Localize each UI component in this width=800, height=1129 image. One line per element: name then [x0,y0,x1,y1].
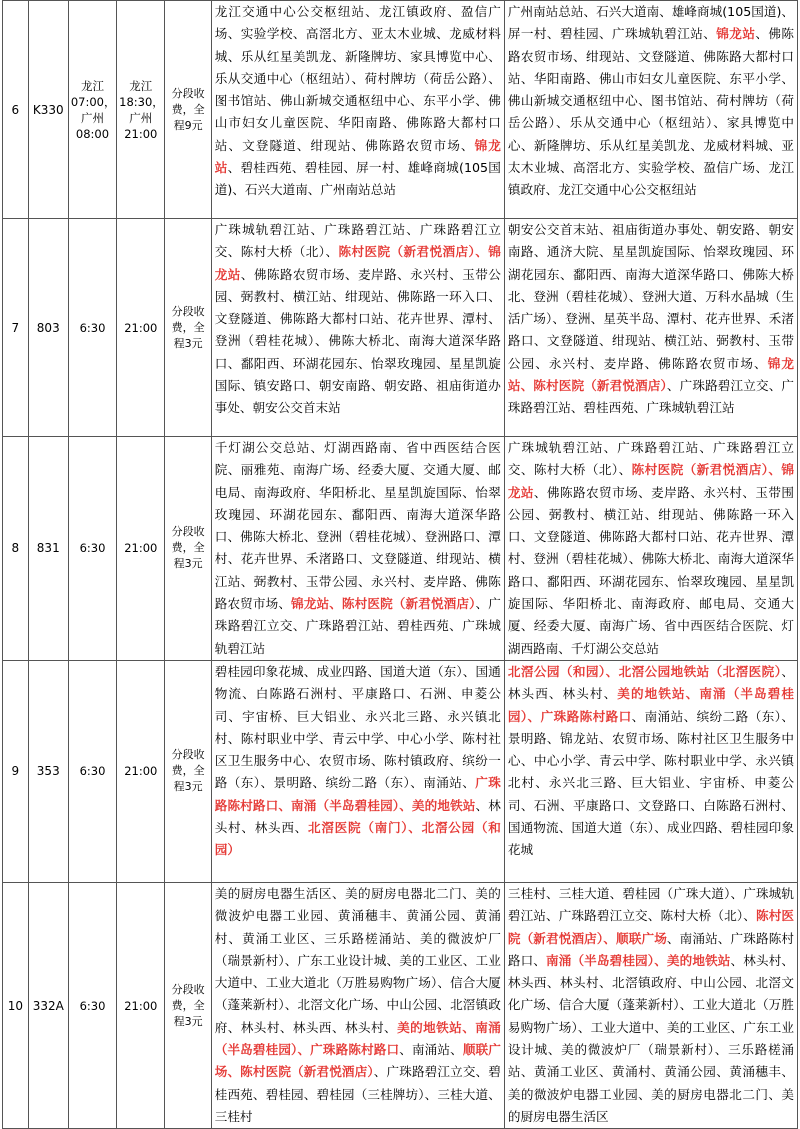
line-number: 831 [28,437,68,661]
line-number: 332A [28,882,68,1128]
first-bus-time: 龙江07:00，广州08:00 [68,1,116,219]
route-stops: 、南涌站、 [399,1042,463,1058]
route-stops: 、南涌站、广珠路陈村路口、 [507,930,795,968]
last-bus-time: 21:00 [117,437,165,661]
route-stops: 、佛陈路农贸市场、麦岸路、永兴村、玉带围公园、弼教村、横江站、绀现站、佛陈路一环入口、文登隧道、佛陈路大都村口站、花卉世界、潭村、登洲（碧桂花城）、佛陈大桥北、南海大道深华路口、鄱阳西、环湖花园东、怡翠玫瑰园、星星凯旋国际、华阳桥北、南海政府、邮电局、交通大厦、经委大厦、南海广场、省中西医结合医院、灯湖西路南、千灯湖公交总站 [507,484,795,656]
first-bus-time: 6:30 [68,882,116,1128]
inbound-route [504,660,797,882]
route-stops: 广珠城轨碧江站、广珠路碧江站、广珠路碧江立交、陈村大桥（北）、 [507,440,794,478]
last-bus-time: 21:00 [117,660,165,882]
route-stops: 、林头村、林头西、林头村、北滘镇政府、中山公园、北滘文化广场、信合大厦（蓬莱新村）、工业大道北（万胜易购物广场）、工业大道中、美的工业区、广东工业设计城、美的微波炉厂（瑞景新村）、三乐路槎涌站、黄涌工业区、黄涌村、黄涌公园、黄涌穗丰、美的微波炉电器工业园、美的厨房电器北二门、美的厨房电器生活区 [507,952,795,1124]
highlighted-stops: 北滘医院（南门）、北滘公园（和园） [214,820,501,858]
highlighted-stops: 广珠路陈村路口、南涌（半岛碧桂园）、美的地铁站 [214,775,501,813]
highlighted-stops: 美的地铁站、南涌（半岛碧桂园）、广珠路陈村路口 [214,1019,501,1058]
highlighted-stops: 南涌（半岛碧桂园）、美的地铁站 [546,952,731,968]
line-number: 353 [28,660,68,882]
first-bus-time: 6:30 [68,660,116,882]
first-bus-time: 6:30 [68,219,116,437]
route-stops: 广珠城轨碧江站、广珠路碧江站、广珠路碧江立交、陈村大桥（北）、 [214,222,501,260]
last-bus-time: 龙江18:30，广州21:00 [117,1,165,219]
line-number: K330 [28,1,68,219]
table-row [3,219,798,437]
route-stops: 、林头村、林头西、 [214,797,501,836]
row-number: 6 [3,1,29,219]
line-number: 803 [28,219,68,437]
outbound-route [211,219,504,437]
inbound-route [504,1,797,219]
inbound-route [504,882,797,1128]
route-stops: 、佛陈路农贸市场、麦岸路、永兴村、玉带公园、弼教村、横江站、绀现站、佛陈路一环入口、文登隧道、佛陈路大都村口站、花卉世界、潭村、登洲（碧桂花城）、佛陈大桥北、南海大道深华路口、鄱阳西、环湖花园东、怡翠玫瑰园、星星凯旋国际、镇安路口、朝安南路、朝安路、祖庙街道办事处、朝安公交首末站 [214,266,501,416]
last-bus-time: 21:00 [117,219,165,437]
highlighted-stops: 锦龙站 [214,137,501,176]
highlighted-stops: 锦龙站 [716,26,756,42]
last-bus-time: 21:00 [117,882,165,1128]
row-number: 8 [3,437,29,661]
route-stops: 朝安公交首末站、祖庙街道办事处、朝安路、朝安南路、通济大院、星星凯旋国际、怡翠玫瑰园、环湖花园东、鄱阳西、南海大道深华路口、佛陈大桥北、登洲（碧桂花城）、登洲大道、万科水晶城（生活广场）、登洲、星英半岛、潭村、花卉世界、禾渚路口、文登隧道、绀现站、横江站、弼教村、玉带公园、永兴村、麦岸路、佛陈路农贸市场、 [507,222,794,371]
route-stops: 、广珠路碧江立交、广珠路碧江站、碧桂西苑、广珠城轨碧江站 [507,378,795,416]
route-stops: 、碧桂西苑、碧桂园、屏一村、雄峰商城(105国道)、石兴大道南、广州南站总站 [214,160,501,198]
route-stops: 、广珠路碧江立交、碧桂西苑、碧桂园、碧桂园（三桂牌坊）、三桂大道、三桂村 [214,1064,501,1124]
route-stops: 、广珠路碧江立交、广珠路碧江站、碧桂西苑、广珠城轨碧江站 [214,596,501,656]
inbound-route [504,219,797,437]
route-stops: 千灯湖公交总站、灯湖西路南、省中西医结合医院、丽雅苑、南海广场、经委大厦、交通大厦、邮电局、南海政府、华阳桥北、星星凯旋国际、怡翠玫瑰园、环湖花园东、鄱阳西、南海大道深华路口、佛陈大桥北、登洲（碧桂花城）、登洲路口、潭村、花卉世界、禾渚路口、文登隧道、绀现站、横江站、弼教村、玉带公园、永兴村、麦岸路、佛陈路农贸市场、 [214,440,501,612]
inbound-route [504,437,797,661]
highlighted-stops: 锦龙站、陈村医院（新君悦酒店） [291,596,476,612]
first-bus-time: 6:30 [68,437,116,661]
route-stops: 三桂村、三桂大道、碧桂园（广珠大道）、广珠城轨碧江站、广珠路碧江立交、陈村大桥（北）、 [507,885,794,924]
table-row [3,1,798,219]
highlighted-stops: 锦龙站、陈村医院（新君悦酒店） [507,355,795,394]
outbound-route [211,437,504,661]
highlighted-stops: 陈村医院（新君悦酒店）、锦龙站 [507,462,795,500]
table-row [3,660,798,882]
row-number: 9 [3,660,29,882]
highlighted-stops: 陈村医院（新君悦酒店）、锦龙站 [214,244,501,282]
highlighted-stops: 北滘公园（和园）、北滘公园地铁站（北滘医院） [507,663,782,679]
route-stops: 碧桂园印象花城、成业四路、国道大道（东）、国通物流、白陈路石洲村、平康路口、石洲、申菱公司、宇宙桥、巨大铝业、永兴北三路、永兴镇北村、陈村职业中学、青云中学、中心小学、陈村社区卫生服务中心、农贸市场、陈村镇政府、缤纷一路（东）、景明路、缤纷二路（东）、南涌站、 [214,663,501,791]
route-stops: 、林头西、林头村、 [507,663,794,702]
route-stops: 美的厨房电器生活区、美的厨房电器北二门、美的微波炉电器工业园、黄涌穗丰、黄涌公园、黄涌村、黄涌工业区、三乐路槎涌站、美的微波炉厂（瑞景新村）、广东工业设计城、美的工业区、工业大道中、工业大道北（万胜易购物广场）、信合大厦（蓬莱新村）、北滘文化广场、中山公园、北滘镇政府、林头村、林头西、林头村、 [214,885,501,1035]
outbound-route [211,660,504,882]
table-row [3,882,798,1128]
route-table-body [3,1,798,1129]
route-stops: 、南涌站、缤纷二路（东）、景明路、锦龙站、农贸市场、陈村社区卫生服务中心、中心小学、青云中学、陈村职业中学、永兴镇北村、永兴北三路、巨大铝业、宇宙桥、申菱公司、石洲、平康路口、文登路口、白陈路石洲村、国通物流、国道大道（东）、成业四路、碧桂园印象花城 [507,708,795,858]
fare-info: 分段收费，全程3元 [165,882,211,1128]
route-stops: 龙江交通中心公交枢纽站、龙江镇政府、盈信广场、实验学校、高滘北方、亚太木业城、龙威材料城、乐从红星美凯龙、新隆牌坊、家具博览中心、乐从交通中心（枢纽站）、荷村牌坊（荷岳公路）、图书馆站、佛山新城交通枢纽中心、东平小学、佛山市妇女儿童医院、华阳南路、佛陈路大都村口站、文登隧道、绀现站、佛陈路农贸市场、 [214,4,501,153]
fare-info: 分段收费，全程3元 [165,219,211,437]
fare-info: 分段收费，全程3元 [165,437,211,661]
route-stops: 广州南站总站、石兴大道南、雄峰商城(105国道)、屏一村、碧桂园、广珠城轨碧江站、 [507,4,794,42]
fare-info: 分段收费，全程3元 [165,660,211,882]
outbound-route [211,1,504,219]
row-number: 7 [3,219,29,437]
row-number: 10 [3,882,29,1128]
table-row [3,437,798,661]
highlighted-stops: 美的地铁站、南涌（半岛碧桂园）、广珠路陈村路口 [507,686,795,724]
route-stops: 、佛陈路农贸市场、绀现站、文登隧道、佛陈路大都村口站、华阳南路、佛山市妇女儿童医院、东平小学、佛山新城交通枢纽中心、图书馆站、荷村牌坊（荷岳公路）、乐从交通中心（枢纽站）、家具博览中心、新隆牌坊、乐从红星美凯龙、龙威材料城、亚太木业城、高滘北方、实验学校、盈信广场、龙江镇政府、龙江交通中心公交枢纽站 [507,26,795,198]
highlighted-stops: 陈村医院（新君悦酒店）、顺联广场 [507,908,795,946]
bus-route-table [2,0,798,1129]
highlighted-stops: 顺联广场、陈村医院（新君悦酒店） [214,1042,501,1080]
outbound-route [211,882,504,1128]
fare-info: 分段收费，全程9元 [165,1,211,219]
